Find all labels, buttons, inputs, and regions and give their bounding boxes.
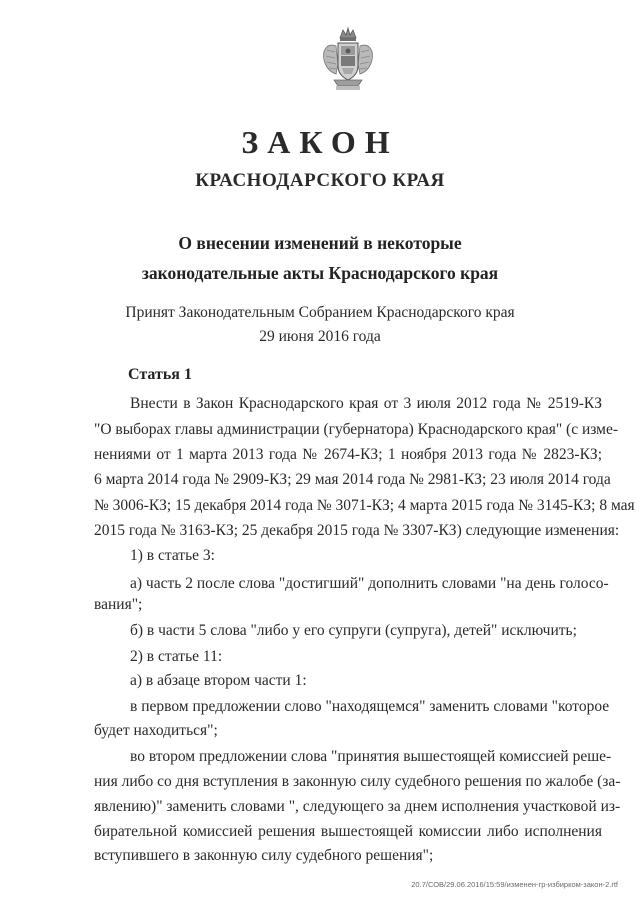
text-line: а) часть 2 после слова "достигший" дополнить словами "на день голосо-	[130, 575, 609, 592]
text-line: в первом предложении слово "находящемся" заменить словами "которое	[130, 698, 610, 715]
text-line: 1) в статье 3:	[130, 547, 215, 564]
adoption-date: 29 июня 2016 года	[259, 328, 381, 345]
text-line: 6 марта 2014 года № 2909-КЗ; 29 мая 2014 года № 2981-КЗ; 23 июля 2014 года	[94, 471, 611, 488]
text-line: явлению)" заменить словами ", следующего за днем исполнения участковой из-	[94, 798, 621, 815]
text-line: а) в абзаце втором части 1:	[130, 672, 307, 689]
law-subject-line: законодательные акты Краснодарского края	[141, 263, 499, 283]
law-subject	[0, 228, 640, 288]
law-subject-line: О внесении изменений в некоторые	[178, 233, 462, 253]
text-line: будет находиться";	[94, 722, 218, 739]
text-line: ния либо со дня вступления в законную силу судебного решения по жалобе (за-	[94, 773, 621, 790]
text-line: 2) в статье 11:	[130, 648, 223, 665]
text-line: во втором предложении слова "принятия вышестоящей комиссией реше-	[130, 748, 612, 765]
text-line: № 3006-КЗ; 15 декабря 2014 года № 3071-КЗ; 4 марта 2015 года № 3145-КЗ; 8 мая	[94, 497, 635, 514]
text-line: "О выборах главы администрации (губернатора) Краснодарского края" (с изме-	[94, 421, 619, 438]
text-line: нениями от 1 марта 2013 года № 2674-КЗ; 1 ноября 2013 года № 2823-КЗ;	[94, 446, 602, 463]
coat-of-arms-emblem	[316, 24, 380, 96]
text-line: вания";	[94, 596, 143, 613]
text-line: б) в части 5 слова "либо у его супруги (супруга), детей" исключить;	[130, 622, 577, 639]
text-line: Внести в Закон Краснодарского края от 3 июля 2012 года № 2519-КЗ	[130, 395, 602, 412]
adoption-body: Принят Законодательным Собранием Краснодарского края	[125, 304, 515, 321]
article-heading: Статья 1	[128, 366, 192, 383]
law-title: ЗАКОН	[241, 124, 399, 160]
file-stamp: 20.7/СОВ/29.06.2016/15:59/изменен-гр-избирком-закон-2.rtf	[411, 880, 618, 889]
text-line: 2015 года № 3163-КЗ; 25 декабря 2015 года № 3307-КЗ) следующие изменения:	[94, 522, 620, 539]
text-line: бирательной комиссией решения вышестоящей комиссии либо исполнения	[94, 823, 602, 840]
adoption-note	[0, 301, 640, 349]
text-line: вступившего в законную силу судебного решения";	[94, 847, 434, 864]
region-name: КРАСНОДАРСКОГО КРАЯ	[195, 170, 445, 191]
